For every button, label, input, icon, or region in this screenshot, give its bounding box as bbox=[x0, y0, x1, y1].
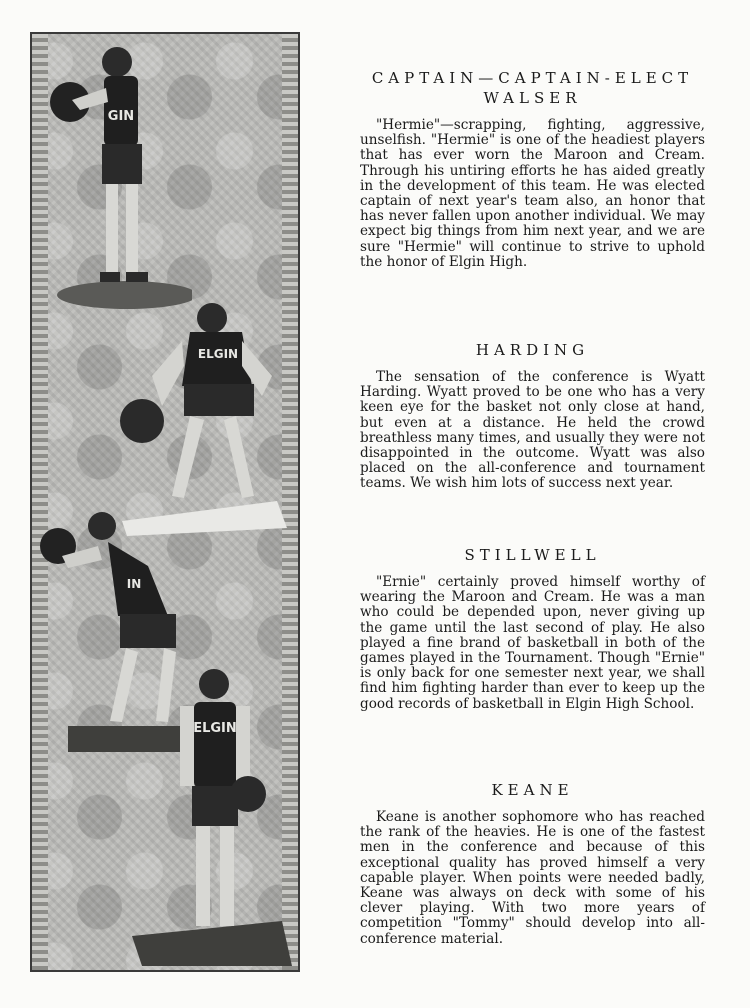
section-stillwell bbox=[360, 545, 705, 712]
player-photo-keane bbox=[132, 666, 297, 966]
player-photo-walser bbox=[42, 40, 192, 310]
section-heading: HARDING bbox=[475, 341, 590, 359]
section-body: "Ernie" certainly proved himself worthy of wearing the Maroon and Cream. He was a man who could be depended upon, never giving up the game until the last second of play. He also played a fine brand of basketball in both of the games played in the Tournament. Though "Ernie" is only back for one semester next year, we shall find him fighting harder than ever to keep up the good records of basketball in Elgin High School. bbox=[360, 574, 705, 712]
section-body: Keane is another sophomore who has reached the rank of the heavies. He is one of the fastest men in the conference and because of this exceptional quality has proved himself a very capable player. When points were needed badly, Keane was always on deck with some of his clever playing. With two more years of competition "Tommy" should develop into all-conference material. bbox=[360, 809, 705, 947]
section-harding bbox=[360, 340, 705, 492]
jersey-text: IN bbox=[126, 577, 142, 591]
section-walser bbox=[360, 68, 705, 270]
player-photo-column bbox=[30, 32, 300, 972]
jersey-text: GIN bbox=[107, 109, 135, 124]
heading-line-2: WALSER bbox=[483, 89, 582, 107]
section-heading bbox=[360, 68, 705, 108]
section-keane bbox=[360, 780, 705, 947]
player-photo-harding bbox=[112, 296, 292, 536]
section-heading: KEANE bbox=[491, 781, 574, 799]
heading-line-1: CAPTAIN—CAPTAIN-ELECT bbox=[371, 69, 694, 87]
section-body: The sensation of the conference is Wyatt Harding. Wyatt proved to be one who has a very keen eye for the basket not only close at hand, but even at a distance. He held the crowd breathless many times, and usually they were not disappointed in the outcome. Wyatt was also placed on the all-conference and tournament teams. We wish him lots of success next year. bbox=[360, 369, 705, 492]
jersey-text: ELGIN bbox=[197, 347, 239, 361]
section-body: "Hermie"—scrapping, fighting, aggressive, unselfish. "Hermie" is one of the headiest players that has ever worn the Maroon and Cream. Through his untiring efforts he has aided greatly in the development of this team. He was elected captain of next year's team also, an honor that has never fallen upon another individual. We may expect big things from him next year, and we are sure "Hermie" will continue to strive to uphold the honor of Elgin High. bbox=[360, 117, 705, 270]
jersey-text: ELGIN bbox=[193, 721, 237, 736]
section-heading: STILLWELL bbox=[464, 546, 601, 564]
